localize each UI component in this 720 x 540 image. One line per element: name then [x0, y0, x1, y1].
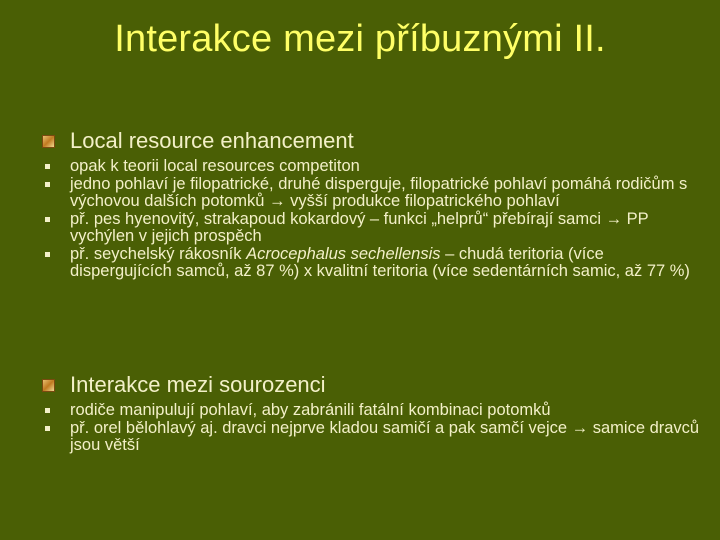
- list-item: [42, 211, 702, 246]
- species-name: Acrocephalus sechellensis: [246, 244, 441, 263]
- list-item-text: jedno pohlaví je filopatrické, druhé disperguje, filopatrické pohlaví pomáhá rodičům s výchovou dalších potomků → vyšší produkce filopatrického pohlaví: [70, 174, 688, 210]
- bullet-list: [42, 402, 702, 455]
- bullet-icon: [45, 252, 50, 257]
- bullet-icon: [45, 408, 50, 413]
- list-item-text: rodiče manipulují pohlaví, aby zabránili fatální kombinaci potomků: [70, 401, 551, 419]
- bullet-icon: [45, 182, 50, 187]
- list-item-text-post: – chudá teritoria (více dispergujících samců, až 87 %) x kvalitní teritoria (více sedentárních samic, až 77 %): [70, 244, 690, 280]
- list-item: [42, 402, 702, 420]
- bullet-icon: [45, 426, 50, 431]
- section-local-resource-enhancement: [42, 128, 702, 281]
- list-item-text-pre: př. seychelský rákosník: [70, 244, 247, 263]
- square-bullet-icon: [42, 379, 55, 392]
- section-heading-text: Local resource enhancement: [70, 128, 354, 153]
- square-bullet-icon: [42, 135, 55, 148]
- bullet-icon: [45, 164, 50, 169]
- slide-title: Interakce mezi příbuznými II.: [114, 18, 606, 60]
- bullet-list: [42, 158, 702, 281]
- list-item: [42, 176, 702, 211]
- section-heading-text: Interakce mezi sourozenci: [70, 372, 326, 397]
- list-item-text: př. orel bělohlavý aj. dravci nejprve kladou samičí a pak samčí vejce → samice dravců jsou větší: [70, 418, 700, 454]
- bullet-icon: [45, 217, 50, 222]
- list-item: [42, 246, 702, 281]
- section-heading: [42, 372, 702, 398]
- list-item-text: opak k teorii local resources competiton: [70, 157, 360, 175]
- section-interakce-mezi-sourozenci: [42, 372, 702, 455]
- section-heading: [42, 128, 702, 154]
- list-item: [42, 420, 702, 455]
- list-item-text: př. pes hyenovitý, strakapoud kokardový – funkci „helprů“ přebírají samci → PP vychýlen v jejich prospěch: [70, 209, 649, 245]
- list-item: [42, 158, 702, 176]
